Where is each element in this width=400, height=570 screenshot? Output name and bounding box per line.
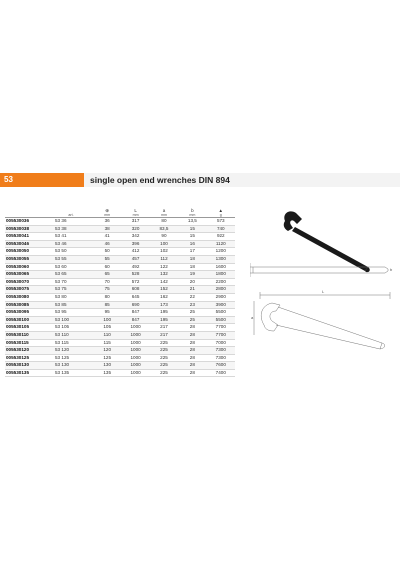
cell-b: 23 xyxy=(178,301,206,309)
cell-article: 005530110 xyxy=(5,331,49,339)
cell-weight: 573 xyxy=(207,218,235,226)
cell-length: 1000 xyxy=(121,362,149,370)
cell-a: 152 xyxy=(150,286,178,294)
cell-b: 21 xyxy=(178,286,206,294)
cell-article: 005530135 xyxy=(5,369,49,377)
cell-size: 130 xyxy=(93,362,121,370)
cell-b: 25 xyxy=(178,309,206,317)
table-row xyxy=(5,324,235,332)
table-row xyxy=(5,271,235,279)
cell-size: 65 xyxy=(93,271,121,279)
cell-weight: 3900 xyxy=(207,301,235,309)
table-row xyxy=(5,218,235,226)
column-header-b xyxy=(178,206,206,218)
cell-size: 80 xyxy=(93,293,121,301)
column-symbol: b xyxy=(191,208,194,213)
dim-a-label: a xyxy=(251,315,254,320)
cell-length: 320 xyxy=(121,225,149,233)
table-row xyxy=(5,240,235,248)
column-header-length xyxy=(121,206,149,218)
cell-size: 46 xyxy=(93,240,121,248)
cell-length: 572 xyxy=(121,278,149,286)
cell-b: 13,5 xyxy=(178,218,206,226)
cell-b: 16 xyxy=(178,240,206,248)
cell-article: 005530130 xyxy=(5,362,49,370)
cell-length: 528 xyxy=(121,271,149,279)
table-row xyxy=(5,225,235,233)
cell-b: 18 xyxy=(178,255,206,263)
cell-a: 80 xyxy=(150,218,178,226)
cell-b: 28 xyxy=(178,369,206,377)
cell-weight: 1600 xyxy=(207,263,235,271)
cell-a: 100 xyxy=(150,240,178,248)
cell-b: 28 xyxy=(178,331,206,339)
cell-size: 95 xyxy=(93,309,121,317)
cell-a: 132 xyxy=(150,271,178,279)
cell-weight: 1200 xyxy=(207,248,235,256)
spec-table xyxy=(5,206,235,377)
table-row xyxy=(5,286,235,294)
cell-size: 60 xyxy=(93,263,121,271)
table-row xyxy=(5,301,235,309)
cell-length: 412 xyxy=(121,248,149,256)
cell-b: 28 xyxy=(178,324,206,332)
cell-article: 005530065 xyxy=(5,271,49,279)
cell-weight: 1300 xyxy=(207,255,235,263)
cell-size: 110 xyxy=(93,331,121,339)
cell-weight: 5500 xyxy=(207,309,235,317)
cell-b: 22 xyxy=(178,293,206,301)
table-header-row xyxy=(5,206,235,218)
cell-a: 122 xyxy=(150,263,178,271)
cell-weight: 7700 xyxy=(207,331,235,339)
cell-b: 28 xyxy=(178,347,206,355)
table-row xyxy=(5,347,235,355)
column-unit: mm xyxy=(160,213,167,217)
cell-article: 005530120 xyxy=(5,347,49,355)
cell-length: 608 xyxy=(121,286,149,294)
cell-a: 112 xyxy=(150,255,178,263)
cell-art: 53 85 xyxy=(49,301,93,309)
table-row xyxy=(5,248,235,256)
table-row xyxy=(5,354,235,362)
cell-b: 18 xyxy=(178,263,206,271)
wrench-drawing xyxy=(250,207,395,367)
column-header-art xyxy=(49,206,93,218)
cell-b: 15 xyxy=(178,233,206,241)
column-header-a xyxy=(150,206,178,218)
cell-art: 53 100 xyxy=(49,316,93,324)
cell-weight: 7700 xyxy=(207,324,235,332)
cell-a: 173 xyxy=(150,301,178,309)
cell-length: 396 xyxy=(121,240,149,248)
cell-art: 53 125 xyxy=(49,354,93,362)
cell-a: 162 xyxy=(150,293,178,301)
table-row xyxy=(5,362,235,370)
cell-size: 105 xyxy=(93,324,121,332)
cell-length: 457 xyxy=(121,255,149,263)
cell-article: 005530036 xyxy=(5,218,49,226)
cell-weight: 7600 xyxy=(207,362,235,370)
cell-weight: 7000 xyxy=(207,339,235,347)
wrench-photo xyxy=(284,211,370,272)
cell-art: 53 60 xyxy=(49,263,93,271)
cell-b: 17 xyxy=(178,248,206,256)
cell-art: 53 80 xyxy=(49,293,93,301)
dim-b-label: b xyxy=(390,267,393,272)
cell-a: 102 xyxy=(150,248,178,256)
cell-length: 1000 xyxy=(121,354,149,362)
cell-weight: 740 xyxy=(207,225,235,233)
cell-length: 847 xyxy=(121,316,149,324)
cell-a: 90 xyxy=(150,233,178,241)
cell-b: 28 xyxy=(178,339,206,347)
cell-weight: 1120 xyxy=(207,240,235,248)
cell-article: 005530075 xyxy=(5,286,49,294)
column-unit: art. xyxy=(68,213,74,217)
cell-weight: 922 xyxy=(207,233,235,241)
table-row xyxy=(5,263,235,271)
cell-length: 1000 xyxy=(121,347,149,355)
cell-a: 225 xyxy=(150,339,178,347)
column-symbol: a xyxy=(162,208,166,213)
cell-a: 217 xyxy=(150,331,178,339)
cell-art: 53 130 xyxy=(49,362,93,370)
cell-a: 217 xyxy=(150,324,178,332)
cell-art: 53 50 xyxy=(49,248,93,256)
cell-art: 53 105 xyxy=(49,324,93,332)
cell-art: 53 115 xyxy=(49,339,93,347)
cell-size: 120 xyxy=(93,347,121,355)
cell-length: 1000 xyxy=(121,369,149,377)
section-header xyxy=(0,173,400,187)
cell-weight: 5500 xyxy=(207,316,235,324)
cell-a: 195 xyxy=(150,316,178,324)
cell-art: 53 65 xyxy=(49,271,93,279)
cell-article: 005530080 xyxy=(5,293,49,301)
cell-weight: 7400 xyxy=(207,369,235,377)
cell-length: 1000 xyxy=(121,339,149,347)
column-symbol: ⊕ xyxy=(105,208,110,213)
column-header-article xyxy=(5,206,49,218)
cell-size: 85 xyxy=(93,301,121,309)
table-row xyxy=(5,339,235,347)
cell-article: 005530070 xyxy=(5,278,49,286)
cell-length: 847 xyxy=(121,309,149,317)
cell-art: 53 36 xyxy=(49,218,93,226)
cell-length: 342 xyxy=(121,233,149,241)
cell-article: 005530055 xyxy=(5,255,49,263)
table-row xyxy=(5,233,235,241)
table-row xyxy=(5,309,235,317)
cell-weight: 7300 xyxy=(207,347,235,355)
cell-art: 53 110 xyxy=(49,331,93,339)
cell-b: 25 xyxy=(178,316,206,324)
cell-length: 690 xyxy=(121,301,149,309)
cell-a: 225 xyxy=(150,362,178,370)
table-row xyxy=(5,331,235,339)
cell-article: 005530105 xyxy=(5,324,49,332)
cell-size: 75 xyxy=(93,286,121,294)
column-unit: mm xyxy=(132,213,139,217)
cell-a: 83,5 xyxy=(150,225,178,233)
cell-article: 005530095 xyxy=(5,309,49,317)
table-row xyxy=(5,316,235,324)
cell-b: 19 xyxy=(178,271,206,279)
cell-a: 225 xyxy=(150,369,178,377)
cell-size: 100 xyxy=(93,316,121,324)
cell-art: 53 95 xyxy=(49,309,93,317)
cell-length: 317 xyxy=(121,218,149,226)
cell-art: 53 70 xyxy=(49,278,93,286)
cell-weight: 2200 xyxy=(207,278,235,286)
cell-weight: 2900 xyxy=(207,293,235,301)
cell-b: 15 xyxy=(178,225,206,233)
cell-article: 005530125 xyxy=(5,354,49,362)
cell-article: 005530100 xyxy=(5,316,49,324)
cell-size: 125 xyxy=(93,354,121,362)
cell-b: 20 xyxy=(178,278,206,286)
cell-size: 115 xyxy=(93,339,121,347)
cell-a: 195 xyxy=(150,309,178,317)
cell-a: 142 xyxy=(150,278,178,286)
cell-length: 1000 xyxy=(121,331,149,339)
cell-art: 53 120 xyxy=(49,347,93,355)
column-unit: mm xyxy=(104,213,111,217)
cell-length: 645 xyxy=(121,293,149,301)
cell-art: 53 55 xyxy=(49,255,93,263)
cell-size: 135 xyxy=(93,369,121,377)
cell-size: 50 xyxy=(93,248,121,256)
column-symbol: ▲ xyxy=(218,208,224,213)
column-unit: mm xyxy=(189,213,196,217)
cell-size: 36 xyxy=(93,218,121,226)
cell-art: 53 135 xyxy=(49,369,93,377)
cell-b: 28 xyxy=(178,362,206,370)
column-header-size xyxy=(93,206,121,218)
table-row xyxy=(5,293,235,301)
cell-size: 70 xyxy=(93,278,121,286)
column-unit: g xyxy=(219,213,222,217)
table-body xyxy=(5,218,235,377)
column-symbol: L xyxy=(134,208,137,213)
table-row xyxy=(5,369,235,377)
dim-length-label: L xyxy=(322,289,325,294)
cell-length: 1000 xyxy=(121,324,149,332)
cell-size: 41 xyxy=(93,233,121,241)
cell-weight: 7300 xyxy=(207,354,235,362)
wrench-top-view xyxy=(254,292,390,349)
cell-weight: 2800 xyxy=(207,286,235,294)
cell-article: 005530046 xyxy=(5,240,49,248)
cell-a: 225 xyxy=(150,347,178,355)
cell-b: 28 xyxy=(178,354,206,362)
cell-size: 38 xyxy=(93,225,121,233)
section-code: 53 xyxy=(0,173,84,187)
table-row xyxy=(5,255,235,263)
cell-length: 492 xyxy=(121,263,149,271)
section-title: single open end wrenches DIN 894 xyxy=(84,173,400,187)
column-header-weight xyxy=(207,206,235,218)
cell-article: 005530041 xyxy=(5,233,49,241)
table-row xyxy=(5,278,235,286)
cell-article: 005530038 xyxy=(5,225,49,233)
cell-a: 225 xyxy=(150,354,178,362)
cell-article: 005530085 xyxy=(5,301,49,309)
cell-weight: 1800 xyxy=(207,271,235,279)
cell-art: 53 46 xyxy=(49,240,93,248)
cell-art: 53 38 xyxy=(49,225,93,233)
cell-article: 005530115 xyxy=(5,339,49,347)
cell-art: 53 41 xyxy=(49,233,93,241)
cell-size: 55 xyxy=(93,255,121,263)
cell-article: 005530060 xyxy=(5,263,49,271)
cell-art: 53 75 xyxy=(49,286,93,294)
cell-article: 005530050 xyxy=(5,248,49,256)
